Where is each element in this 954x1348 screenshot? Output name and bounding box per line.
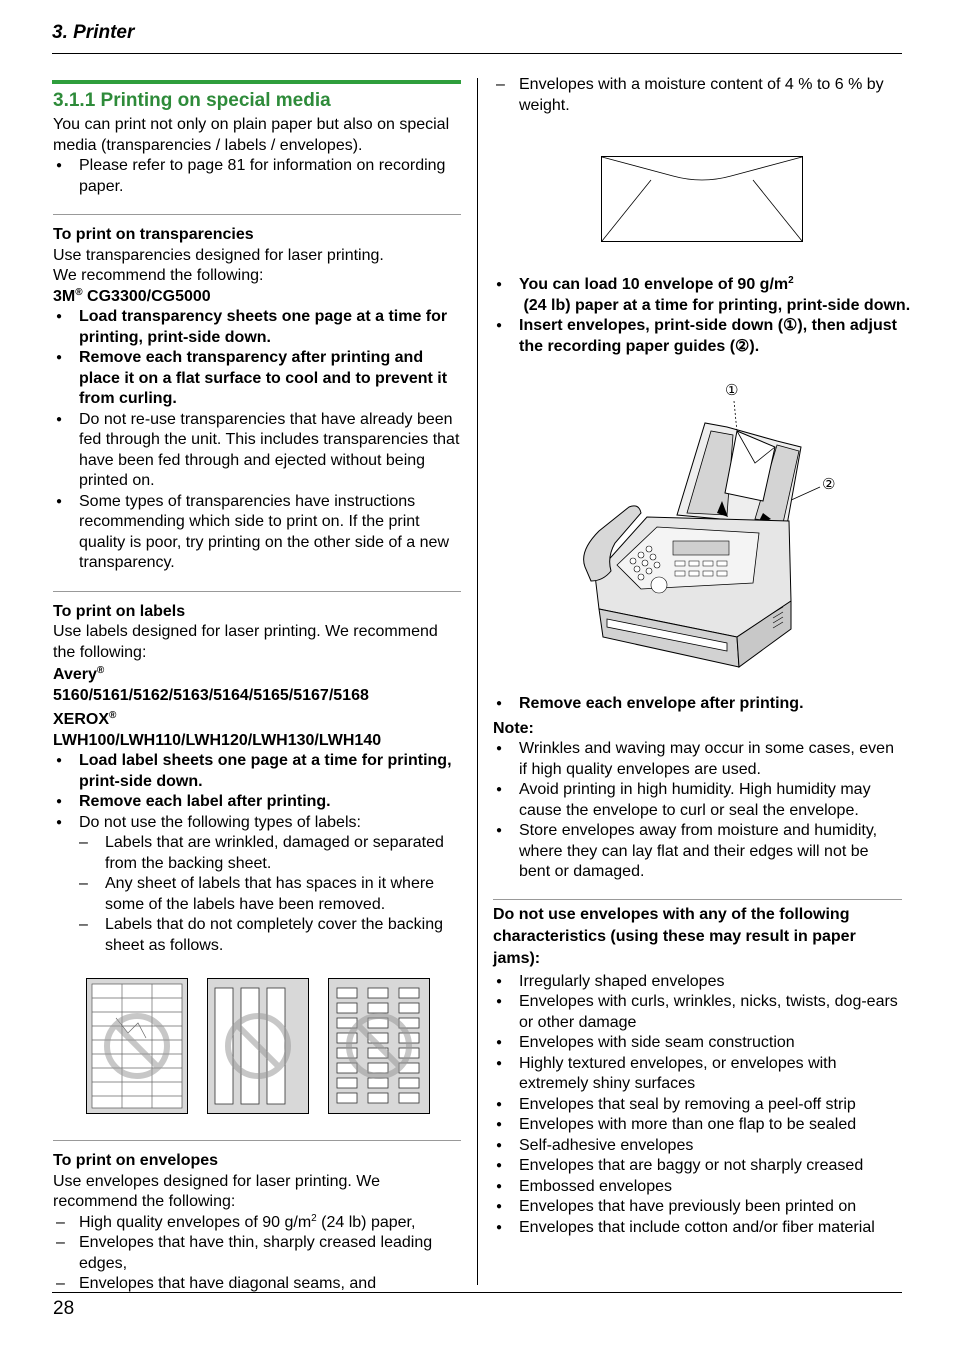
donot-item: ● Irregularly shaped envelopes <box>493 972 902 993</box>
donot-item: ● Embossed envelopes <box>493 1177 902 1198</box>
transparency-bullet: ● Do not re-use transparencies that have already been fed through the unit. This includes transparencies that have been fed through and ejected without being printed on. <box>53 410 461 492</box>
labels-brand2-models: LWH100/LWH110/LWH120/LWH130/LWH140 <box>53 731 382 749</box>
labels-bullet: ● Load label sheets one page at a time for printing, print-side down. <box>53 751 461 792</box>
callout-1: ① <box>725 381 739 399</box>
callout-2: ② <box>822 475 836 493</box>
note-item: ● Avoid printing in high humidity. High humidity may cause the envelope to curl or seal the envelope. <box>493 780 902 821</box>
note-item: ● Store envelopes away from moisture and humidity, where they can lay flat and their edges will not be bent or damaged. <box>493 821 902 883</box>
donot-item: ● Envelopes that are baggy or not sharply creased <box>493 1156 902 1177</box>
wrinkled-label-sheet-illustration <box>86 978 188 1114</box>
donot-item: ● Envelopes with more than one flap to be sealed <box>493 1115 902 1136</box>
labels-brand1-models: 5160/5161/5162/5163/5164/5165/5167/5168 <box>53 686 369 704</box>
fax-machine-illustration <box>577 375 847 675</box>
transparency-bullet: ● Remove each transparency after printing and place it on a flat surface to cool and to prevent it from curling. <box>53 348 461 410</box>
envelopes-dash-item: – High quality envelopes of 90 $g/m^2$ (24 lb) paper, <box>53 1213 461 1234</box>
intro-text: You can print not only on plain paper but also on special media (transparencies / labels / envelopes). <box>53 116 450 154</box>
donot-item: ● Envelopes with side seam construction <box>493 1033 902 1054</box>
donot-item: ● Highly textured envelopes, or envelopes with extremely shiny surfaces <box>493 1054 902 1095</box>
separated-label-sheet-illustration <box>207 978 309 1114</box>
donot-item: ● Envelopes that seal by removing a peel-off strip <box>493 1095 902 1116</box>
donot-item: ● Self-adhesive envelopes <box>493 1136 902 1157</box>
divider <box>53 214 461 215</box>
envelopes-dash-item: – Envelopes that have diagonal seams, and <box>53 1274 461 1295</box>
divider <box>53 1140 461 1141</box>
donot-heading: Do not use envelopes with any of the following characteristics (using these may result in paper jams): <box>493 905 856 967</box>
section-title: 3.1.1 Printing on special media <box>53 90 331 111</box>
labels-bullet: ● Remove each label after printing. <box>53 792 461 813</box>
donot-item: ● Envelopes that have previously been printed on <box>493 1197 902 1218</box>
labels-brand2: XEROX® <box>53 710 117 728</box>
labels-dash-item: – Any sheet of labels that has spaces in it where some of the labels have been removed. <box>53 874 461 915</box>
labels-dash-item: – Labels that are wrinkled, damaged or separated from the backing sheet. <box>53 833 461 874</box>
envelope-insert-bullet: ● Insert envelopes, print-side down (①), then adjust the recording paper guides (②). <box>493 316 902 357</box>
transparency-bullet: ● Load transparency sheets one page at a time for printing, print-side down. <box>53 307 461 348</box>
note-item: ● Wrinkles and waving may occur in some cases, even if high quality envelopes are used. <box>493 739 902 780</box>
envelopes-heading: To print on envelopes <box>53 1152 219 1169</box>
transparencies-line2: We recommend the following: <box>53 267 264 284</box>
left-column <box>53 80 461 1295</box>
chapter-header: 3. Printer <box>52 22 135 43</box>
envelopes-dash-item: – Envelopes that have thin, sharply creased leading edges, <box>53 1233 461 1274</box>
transparency-bullet: ● Some types of transparencies have instructions recommending which side to print on. If the print quality is poor, try printing on the other side of a new transparency. <box>53 492 461 574</box>
right-column <box>493 75 911 1238</box>
column-divider <box>477 78 478 1285</box>
note-label: Note: <box>493 719 534 737</box>
envelopes-dash-item: – Envelopes with a moisture content of 4 % to 6 % by weight. <box>493 75 902 116</box>
transparencies-heading: To print on transparencies <box>53 226 254 243</box>
donot-item: ● Envelopes that include cotton and/or fiber material <box>493 1218 902 1239</box>
section-title-bar <box>52 80 461 84</box>
incomplete-label-sheet-illustration <box>328 978 430 1114</box>
envelope-remove-bullet: ● Remove each envelope after printing. <box>493 694 902 715</box>
divider <box>53 591 461 592</box>
envelopes-intro: Use envelopes designed for laser printing. We recommend the following: <box>53 1172 380 1210</box>
bad-label-sheets-figure <box>86 978 461 1114</box>
labels-dash-item: – Labels that do not completely cover the backing sheet as follows. <box>53 915 461 956</box>
donot-item: ● Envelopes with curls, wrinkles, nicks, twists, dog-ears or other damage <box>493 992 902 1033</box>
labels-heading: To print on labels <box>53 602 186 620</box>
labels-intro: Use labels designed for laser printing. We recommend the following: <box>53 623 438 661</box>
labels-brand1: Avery® <box>53 665 105 683</box>
labels-bullet: ● Do not use the following types of labels: <box>53 813 461 834</box>
divider <box>493 899 902 900</box>
envelope-illustration <box>601 156 803 242</box>
intro-bullet: ● Please refer to page 81 for information on recording paper. <box>53 156 461 197</box>
transparencies-line1: Use transparencies designed for laser printing. <box>53 246 384 264</box>
envelope-load-bullet: ● You can load 10 envelope of 90 $g/m^2$ (24 lb) paper at a time for printing, print-side down. <box>493 275 902 316</box>
header-rule <box>52 53 902 54</box>
page-number: 28 <box>53 1298 75 1319</box>
transparencies-product: 3M® CG3300/CG5000 <box>53 286 211 305</box>
